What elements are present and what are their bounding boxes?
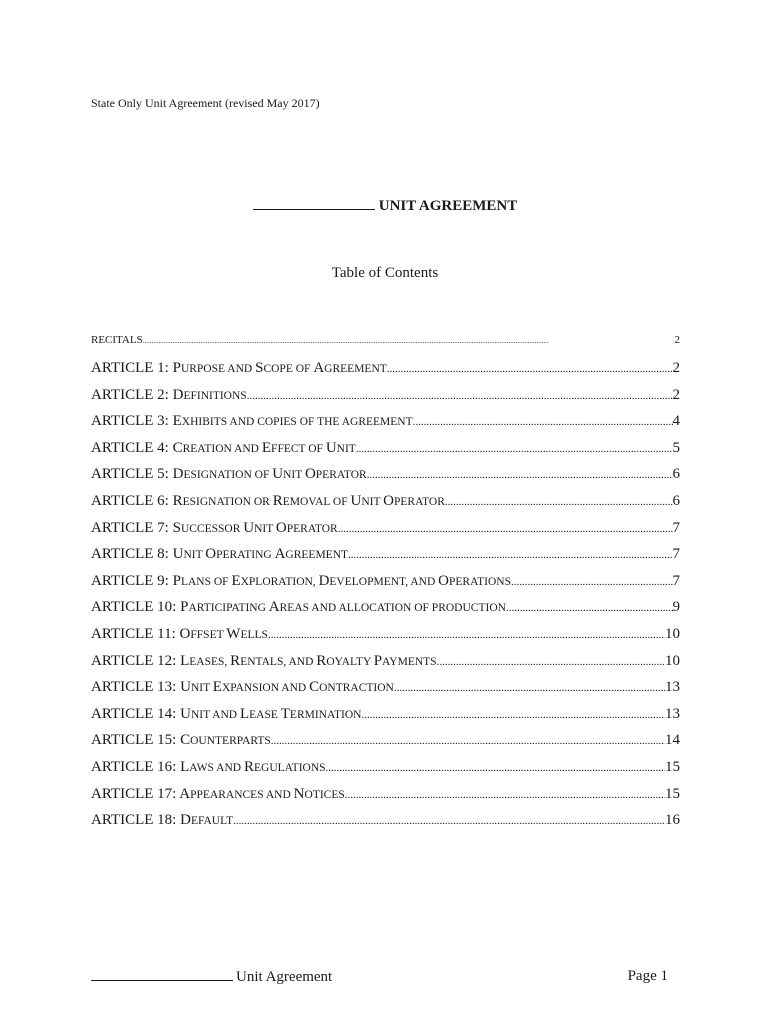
toc-entry-label (91, 732, 271, 749)
toc-entry-label (91, 626, 268, 643)
toc-entry-page: 9 (672, 599, 680, 616)
toc-dot-leader (506, 602, 673, 614)
toc-entry-label (91, 786, 345, 803)
title-blank-line (253, 197, 375, 210)
toc-entry-page: 4 (672, 413, 680, 430)
toc-article-prefix: ARTICLE 14: (91, 705, 181, 722)
toc-entry-page: 2 (672, 360, 680, 376)
toc-article-title: LAWS AND REGULATIONS (180, 758, 326, 775)
toc-article-prefix: ARTICLE 3: (91, 413, 173, 430)
page-footer (91, 968, 668, 986)
toc-article-title: OFFSET WELLS (179, 625, 268, 642)
toc-dot-leader (247, 390, 673, 402)
toc-dot-leader (394, 682, 665, 694)
toc-entry-label (91, 679, 394, 696)
toc-article-prefix: ARTICLE 11: (91, 625, 180, 642)
toc-entry-label (91, 520, 338, 537)
toc-dot-leader (361, 709, 665, 721)
toc-article-prefix: ARTICLE 8: (91, 546, 173, 563)
toc-entry-article-11[interactable] (91, 626, 680, 653)
toc-entry-label (91, 440, 356, 457)
toc-article-prefix: ARTICLE 15: (91, 732, 181, 749)
toc-article-prefix: ARTICLE 17: (91, 785, 180, 802)
toc-article-prefix: ARTICLE 18: (91, 812, 181, 829)
toc-heading: Table of Contents (331, 265, 439, 281)
toc-article-title: PURPOSE AND SCOPE OF AGREEMENT (172, 360, 387, 376)
footer-left (91, 968, 332, 986)
toc-article-prefix: ARTICLE 9: (91, 572, 173, 589)
toc-dot-leader (326, 762, 665, 774)
toc-article-title: PARTICIPATING AREAS AND ALLOCATION OF PRODUCTION (180, 599, 506, 616)
toc-entry-article-15[interactable] (91, 732, 680, 759)
toc-dot-leader (271, 735, 665, 747)
toc-article-title: COUNTERPARTS (180, 732, 271, 749)
toc-entry-label (91, 360, 387, 377)
toc-entry-label (91, 706, 361, 723)
toc-dot-leader (387, 363, 673, 375)
toc-article-prefix: ARTICLE 4: (91, 439, 173, 456)
toc-entry-label (91, 413, 413, 430)
toc-dot-leader (413, 416, 673, 428)
toc-entry-page: 6 (672, 466, 680, 483)
toc-article-title: UNIT AND LEASE TERMINATION (180, 705, 362, 722)
toc-entry-article-9[interactable] (91, 573, 680, 600)
toc-entry-page: 6 (672, 492, 680, 509)
toc-entry-label: RECITALS (91, 334, 143, 346)
toc-dot-leader (356, 443, 673, 455)
toc-entry-article-12[interactable] (91, 653, 680, 680)
toc-article-title: SUCCESSOR UNIT OPERATOR (172, 519, 338, 536)
toc-article-title: EXHIBITS AND COPIES OF THE AGREEMENT (172, 413, 413, 430)
toc-dot-leader (437, 656, 665, 668)
toc-entry-page: 13 (665, 679, 680, 696)
toc-dot-leader (338, 523, 673, 535)
toc-article-title: UNIT EXPANSION AND CONTRACTION (180, 679, 394, 696)
toc-entry-page: 2 (674, 334, 680, 346)
toc-article-title: RESIGNATION OR REMOVAL OF UNIT OPERATOR (172, 492, 445, 509)
toc-dot-leader (345, 789, 665, 801)
toc-entry-page: 7 (672, 519, 680, 536)
toc-entry-recitals[interactable] (91, 334, 680, 354)
toc-entry-page: 15 (665, 785, 680, 802)
page-number: Page 1 (627, 968, 668, 984)
toc-entry-article-6[interactable] (91, 493, 680, 520)
toc-article-prefix: ARTICLE 12: (91, 652, 181, 669)
toc-entry-page: 10 (665, 652, 680, 669)
document-title-text: UNIT AGREEMENT (378, 198, 518, 214)
footer-left-text: Unit Agreement (236, 969, 333, 985)
toc-article-title: CREATION AND EFFECT OF UNIT (172, 439, 356, 456)
toc-article-prefix: ARTICLE 6: (91, 492, 173, 509)
toc-entry-label (91, 546, 348, 563)
toc-entry-label (91, 387, 247, 404)
toc-dot-leader (367, 469, 673, 481)
toc-article-prefix: ARTICLE 1: (91, 360, 173, 376)
toc-article-title: UNIT OPERATING AGREEMENT (172, 546, 349, 563)
toc-entry-article-16[interactable] (91, 759, 680, 786)
toc-entry-article-2[interactable] (91, 387, 680, 414)
toc-article-prefix: ARTICLE 7: (91, 519, 173, 536)
toc-dot-leader (445, 496, 673, 508)
toc-entry-page: 15 (665, 758, 680, 775)
toc-entry-label (91, 573, 511, 590)
toc-entry-label (91, 653, 437, 670)
toc-entry-label (91, 493, 445, 510)
document-title (0, 197, 770, 215)
footer-blank-line (91, 968, 233, 981)
toc-article-title: APPEARANCES AND NOTICES (179, 785, 345, 802)
toc-entry-page: 16 (665, 812, 680, 829)
toc-dot-leader (511, 576, 673, 588)
toc-entry-article-13[interactable] (91, 679, 680, 706)
toc-entry-article-10[interactable] (91, 599, 680, 626)
toc-entry-article-18[interactable] (91, 812, 680, 839)
table-of-contents (91, 334, 680, 839)
toc-entry-article-17[interactable] (91, 786, 680, 813)
toc-entry-label (91, 759, 326, 776)
toc-article-prefix: ARTICLE 13: (91, 679, 181, 696)
toc-article-title: LEASES, RENTALS, AND ROYALTY PAYMENTS (180, 652, 437, 669)
toc-article-title: DEFINITIONS (172, 386, 247, 403)
toc-entry-label (91, 812, 233, 829)
toc-entry-article-14[interactable] (91, 706, 680, 733)
toc-article-prefix: ARTICLE 10: (91, 599, 181, 616)
toc-entry-article-7[interactable] (91, 520, 680, 547)
toc-entry-article-5[interactable] (91, 466, 680, 493)
toc-article-title: DESIGNATION OF UNIT OPERATOR (172, 466, 367, 483)
toc-dot-leader (348, 549, 672, 561)
toc-article-prefix: ARTICLE 5: (91, 466, 173, 483)
toc-entry-page: 5 (672, 439, 680, 456)
toc-entry-page: 7 (672, 546, 680, 563)
toc-entry-page: 2 (672, 386, 680, 403)
toc-entry-article-4[interactable] (91, 440, 680, 467)
toc-dot-leader (143, 337, 675, 345)
toc-entry-article-3[interactable] (91, 413, 680, 440)
toc-article-prefix: ARTICLE 2: (91, 386, 173, 403)
toc-entry-label (91, 466, 367, 483)
toc-entry-article-1[interactable] (91, 360, 680, 387)
toc-article-title: DEFAULT (180, 812, 234, 829)
toc-entry-page: 13 (665, 705, 680, 722)
toc-entry-page: 10 (665, 625, 680, 642)
toc-article-prefix: ARTICLE 16: (91, 758, 181, 775)
toc-entry-label (91, 599, 506, 616)
toc-entry-page: 7 (672, 572, 680, 589)
toc-entry-page: 14 (665, 732, 680, 749)
running-header: State Only Unit Agreement (revised May 2017) (91, 96, 320, 110)
toc-article-title: PLANS OF EXPLORATION, DEVELOPMENT, AND OPERATIONS (172, 572, 511, 589)
toc-dot-leader (233, 815, 665, 827)
toc-dot-leader (268, 629, 665, 641)
toc-entry-article-8[interactable] (91, 546, 680, 573)
